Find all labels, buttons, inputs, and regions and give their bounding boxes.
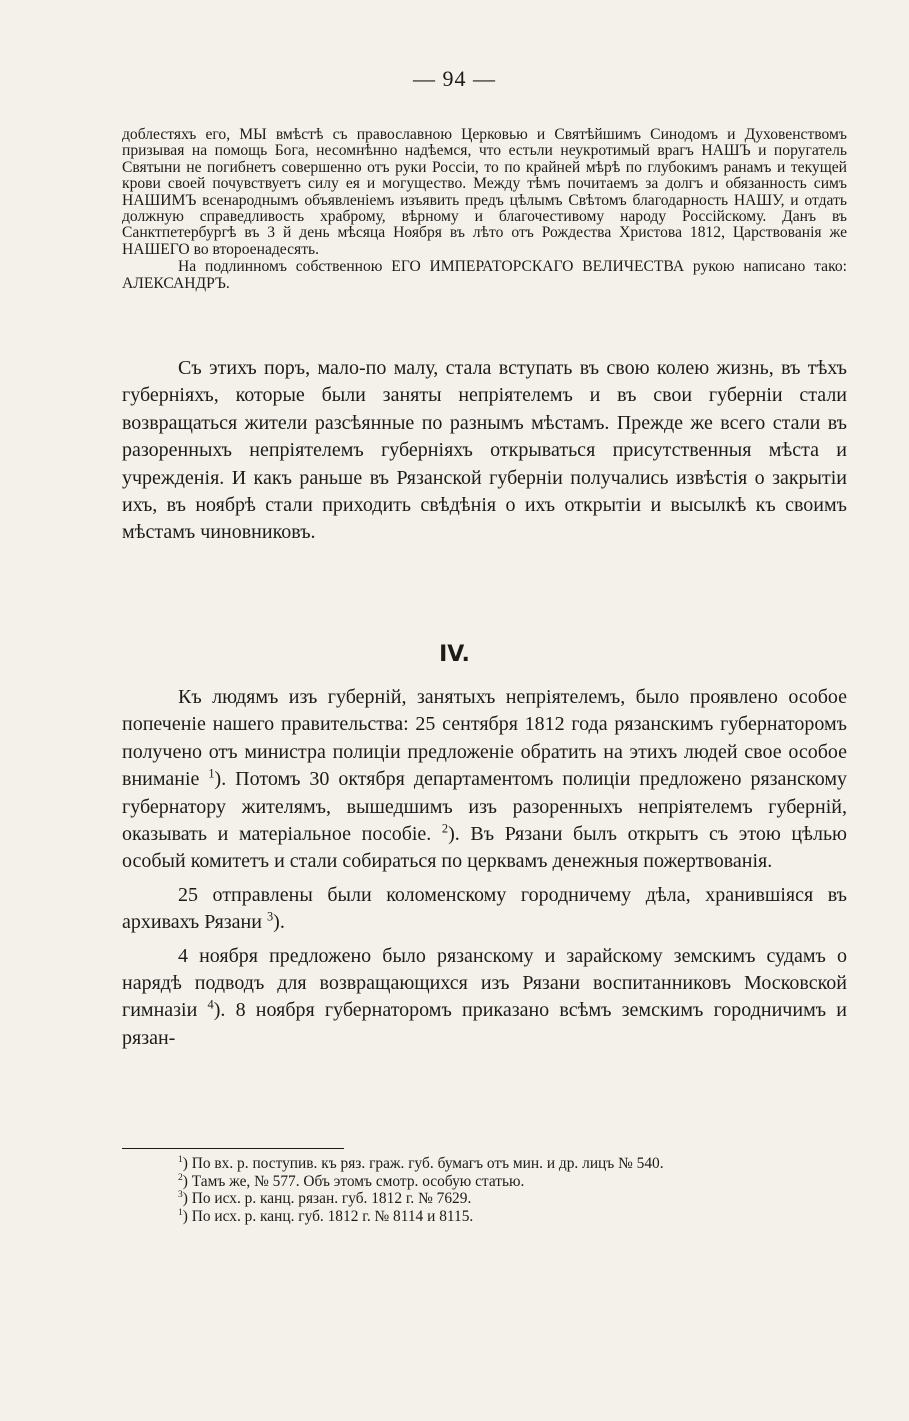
section-text-block [122,684,847,1052]
footnote [122,1208,847,1226]
footnote-divider [122,1148,344,1149]
paragraph [122,943,847,1053]
footnote [122,1190,847,1208]
page-number: — 94 — [413,66,496,91]
footnote-mark: 1 [178,1153,183,1165]
footnote-ref: 4 [207,997,214,1012]
footnote-ref: 2 [441,821,449,836]
section-heading: IV. [439,642,470,667]
footnote-ref: 1 [208,766,215,781]
main-text-block [122,355,847,547]
paragraph [122,684,847,876]
paragraph-text: ). [273,911,285,934]
footnote-ref: 3 [266,909,274,924]
footnote [122,1155,847,1173]
decree-text: доблестяхъ его, МЫ вмѣстѣ съ православною Церковью и Святѣйшимъ Синодомъ и Духовенствомъ призывая на помощь Бога, несомнѣнно надѣемся, что естьли неукротимый врагъ НАШЪ и поругатель Святыни не погибнетъ совершенно отъ руки Россіи, то по крайней мѣрѣ по глубокимъ ранамъ и текущей крови своей почувствуетъ силу ея и могущество. Между тѣмъ почитаемъ за долгъ и обязанность симъ НАШИМЪ всенароднымъ объявленіемъ изъявить предъ цѣлымъ Свѣтомъ благодарность НАШУ, и отдать должную справедливость храброму, вѣрному и благочестивому народу Россійскому. Данъ въ Санктпетербургѣ въ 3 й день мѣсяца Ноября въ лѣто отъ Рождества Христова 1812, Царствованія же НАШЕГО во второенадесять. [122,126,847,258]
paragraph-text: Къ людямъ изъ губерній, занятыхъ непріятелемъ, было проявлено особое попеченіе нашего правительства: 25 сентября 1812 года рязанскимъ губернаторомъ получено отъ министра полиціи предложеніе обратить на этихъ людей свое особое вниманіе [122,686,847,791]
decree-excerpt [122,127,847,292]
footnote-text: ) По исх. р. канц. губ. 1812 г. № 8114 и 8115. [182,1207,474,1225]
decree-signature: На подлинномъ собственною ЕГО ИМПЕРАТОРСКАГО ВЕЛИЧЕСТВА рукою написано тако: АЛЕКСАНДРЪ. [122,258,847,292]
paragraph [122,882,847,937]
footnote-mark: 3 [178,1189,183,1201]
footnote [122,1173,847,1191]
paragraph-text: ). Потомъ 30 октября департаментомъ полиціи предложено рязанскому губернатору жителямъ, вышедшимъ изъ разоренныхъ непріятелемъ губерній, оказывать и матеріальное пособіе. [122,768,847,846]
footnote-text: ) Тамъ же, № 577. Объ этомъ смотр. особую статью. [182,1172,525,1190]
footnote-text: ) По вх. р. поступив. къ ряз. граж. губ. бумагъ отъ мин. и др. лицъ № 540. [182,1155,664,1172]
footnote-text: ) По исх. р. канц. рязан. губ. 1812 г. № 7629. [182,1190,472,1208]
paragraph-text: ). Въ Рязани былъ открытъ съ этою цѣлью особый комитетъ и стали собираться по церквамъ денежныя пожертвованія. [122,823,848,873]
footnote-mark: 2 [178,1171,183,1183]
paragraph-text: 4 ноября предложено было рязанскому и зарайскому земскимъ судамъ о нарядѣ подводъ для возвращающихся изъ Рязани воспитанниковъ Московской гимназіи [122,944,847,1022]
paragraph: Съ этихъ поръ, мало-по малу, стала вступать въ свою колею жизнь, въ тѣхъ губерніяхъ, которые были заняты непріятелемъ и въ свои губерніи стали возвращаться жители разсѣянные по разнымъ мѣстамъ. Прежде же всего стали въ разоренныхъ непріятелемъ губерніяхъ открываться присутственныя мѣста и учрежденія. И какъ раньше въ Рязанской губерніи получались извѣстія о закрытіи ихъ, въ ноябрѣ стали приходить свѣдѣнія о ихъ открытіи и высылкѣ къ своимъ мѣстамъ чиновниковъ. [122,357,847,544]
footnote-mark: 1 [178,1206,183,1218]
footnotes [122,1155,847,1225]
paragraph-text: 25 отправлены были коломенскому городничему дѣла, хранившіяся въ архивахъ Рязани [122,883,847,934]
paragraph-text: ). 8 ноября губернаторомъ приказано всѣмъ земскимъ городничимъ и рязан- [122,999,847,1049]
